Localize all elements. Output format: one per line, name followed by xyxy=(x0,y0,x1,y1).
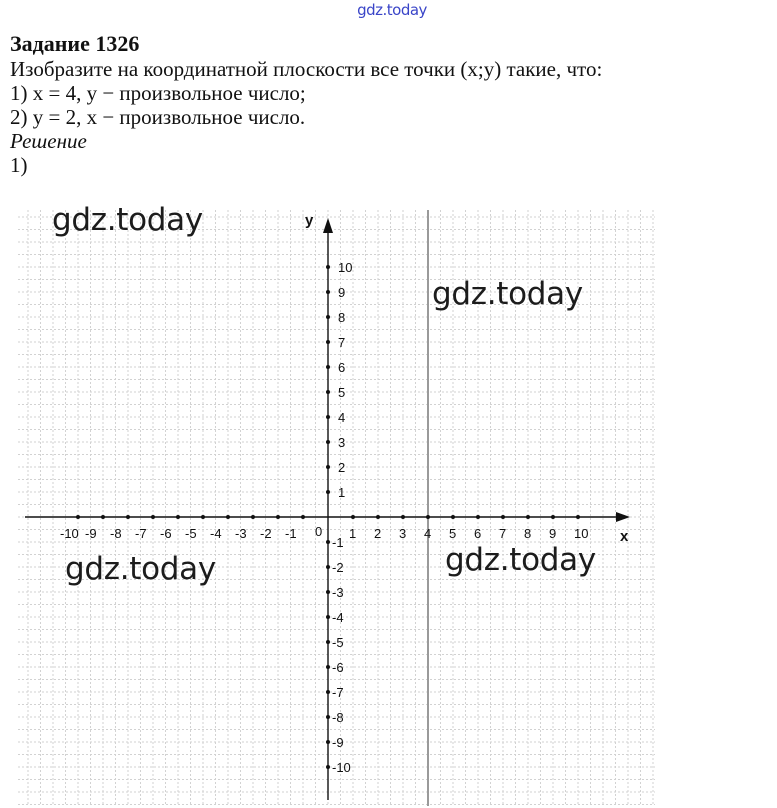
x-tick-mark xyxy=(201,515,205,519)
x-tick-mark xyxy=(551,515,555,519)
x-tick-label: -6 xyxy=(160,526,172,541)
y-tick-mark xyxy=(326,615,330,619)
origin-label: 0 xyxy=(315,524,323,539)
y-tick-label: 10 xyxy=(338,260,353,275)
y-tick-mark xyxy=(326,540,330,544)
x-tick-mark xyxy=(101,515,105,519)
task-statement: Изобразите на координатной плоскости все точки (x;y) такие, что: xyxy=(10,57,603,81)
x-tick-label: 9 xyxy=(549,526,557,541)
y-tick-label: -7 xyxy=(332,685,344,700)
y-tick-mark xyxy=(326,640,330,644)
y-axis-arrow xyxy=(323,218,333,233)
x-tick-label: -10 xyxy=(60,526,79,541)
y-tick-label: -6 xyxy=(332,660,344,675)
x-tick-label: 7 xyxy=(499,526,507,541)
y-tick-mark xyxy=(326,390,330,394)
task-title: Задание 1326 xyxy=(10,31,140,56)
y-tick-mark xyxy=(326,715,330,719)
x-tick-mark xyxy=(126,515,130,519)
x-tick-mark xyxy=(526,515,530,519)
y-tick-label: 6 xyxy=(338,360,346,375)
y-tick-label: 4 xyxy=(338,410,346,425)
site-watermark-top: gdz.today xyxy=(357,1,427,19)
part-label: 1) xyxy=(10,153,28,177)
x-tick-label: 8 xyxy=(524,526,532,541)
watermark-top-right: gdz.today xyxy=(432,276,583,312)
x-tick-mark xyxy=(176,515,180,519)
y-tick-mark xyxy=(326,490,330,494)
solution-label: Решение xyxy=(10,129,87,153)
y-axis-label: y xyxy=(305,212,314,229)
x-tick-mark xyxy=(251,515,255,519)
y-tick-label: -2 xyxy=(332,560,344,575)
y-tick-label: 2 xyxy=(338,460,346,475)
x-axis-arrow xyxy=(616,512,630,522)
x-axis-label: x xyxy=(620,528,629,545)
y-tick-mark xyxy=(326,590,330,594)
y-tick-label: -1 xyxy=(332,535,344,550)
y-tick-mark xyxy=(326,415,330,419)
x-tick-label: -7 xyxy=(135,526,147,541)
x-tick-label: 3 xyxy=(399,526,407,541)
x-tick-label: -9 xyxy=(85,526,97,541)
x-tick-label: 2 xyxy=(374,526,382,541)
x-tick-label: 10 xyxy=(574,526,589,541)
x-tick-label: -8 xyxy=(110,526,122,541)
x-tick-label: 6 xyxy=(474,526,482,541)
x-tick-mark xyxy=(451,515,455,519)
x-tick-label: -2 xyxy=(260,526,272,541)
watermark-bottom-right: gdz.today xyxy=(445,542,596,578)
x-tick-mark xyxy=(426,515,430,519)
x-tick-label: 1 xyxy=(349,526,357,541)
x-tick-mark xyxy=(226,515,230,519)
x-tick-label: 5 xyxy=(449,526,457,541)
x-tick-mark xyxy=(76,515,80,519)
y-tick-label: 5 xyxy=(338,385,346,400)
x-tick-mark xyxy=(401,515,405,519)
y-tick-mark xyxy=(326,740,330,744)
y-tick-mark xyxy=(326,465,330,469)
x-tick-label: 4 xyxy=(424,526,432,541)
y-tick-mark xyxy=(326,440,330,444)
task-item-1: 1) x = 4, y − произвольное число; xyxy=(10,81,306,105)
y-tick-label: -10 xyxy=(332,760,351,775)
x-tick-label: -3 xyxy=(235,526,247,541)
y-tick-label: -3 xyxy=(332,585,344,600)
y-tick-mark xyxy=(326,365,330,369)
y-tick-label: -5 xyxy=(332,635,344,650)
x-tick-mark xyxy=(351,515,355,519)
y-tick-label: 1 xyxy=(338,485,346,500)
x-tick-mark xyxy=(151,515,155,519)
x-tick-label: -5 xyxy=(185,526,197,541)
watermark-top-left: gdz.today xyxy=(52,202,203,238)
x-tick-mark xyxy=(576,515,580,519)
y-tick-label: 7 xyxy=(338,335,346,350)
x-tick-label: -4 xyxy=(210,526,222,541)
y-tick-label: -9 xyxy=(332,735,344,750)
y-tick-mark xyxy=(326,315,330,319)
y-tick-mark xyxy=(326,340,330,344)
x-tick-mark xyxy=(501,515,505,519)
x-tick-mark xyxy=(276,515,280,519)
y-tick-mark xyxy=(326,565,330,569)
y-tick-label: 8 xyxy=(338,310,346,325)
y-tick-label: 9 xyxy=(338,285,346,300)
y-tick-mark xyxy=(326,290,330,294)
y-tick-mark xyxy=(326,765,330,769)
task-item-2: 2) y = 2, x − произвольное число. xyxy=(10,105,306,129)
y-tick-label: -4 xyxy=(332,610,344,625)
watermark-bottom-left: gdz.today xyxy=(65,551,216,587)
y-tick-mark xyxy=(326,265,330,269)
x-tick-label: -1 xyxy=(285,526,297,541)
x-tick-mark xyxy=(476,515,480,519)
x-tick-mark xyxy=(376,515,380,519)
x-tick-mark xyxy=(301,515,305,519)
y-tick-label: -8 xyxy=(332,710,344,725)
y-tick-label: 3 xyxy=(338,435,346,450)
y-tick-mark xyxy=(326,690,330,694)
y-tick-mark xyxy=(326,665,330,669)
